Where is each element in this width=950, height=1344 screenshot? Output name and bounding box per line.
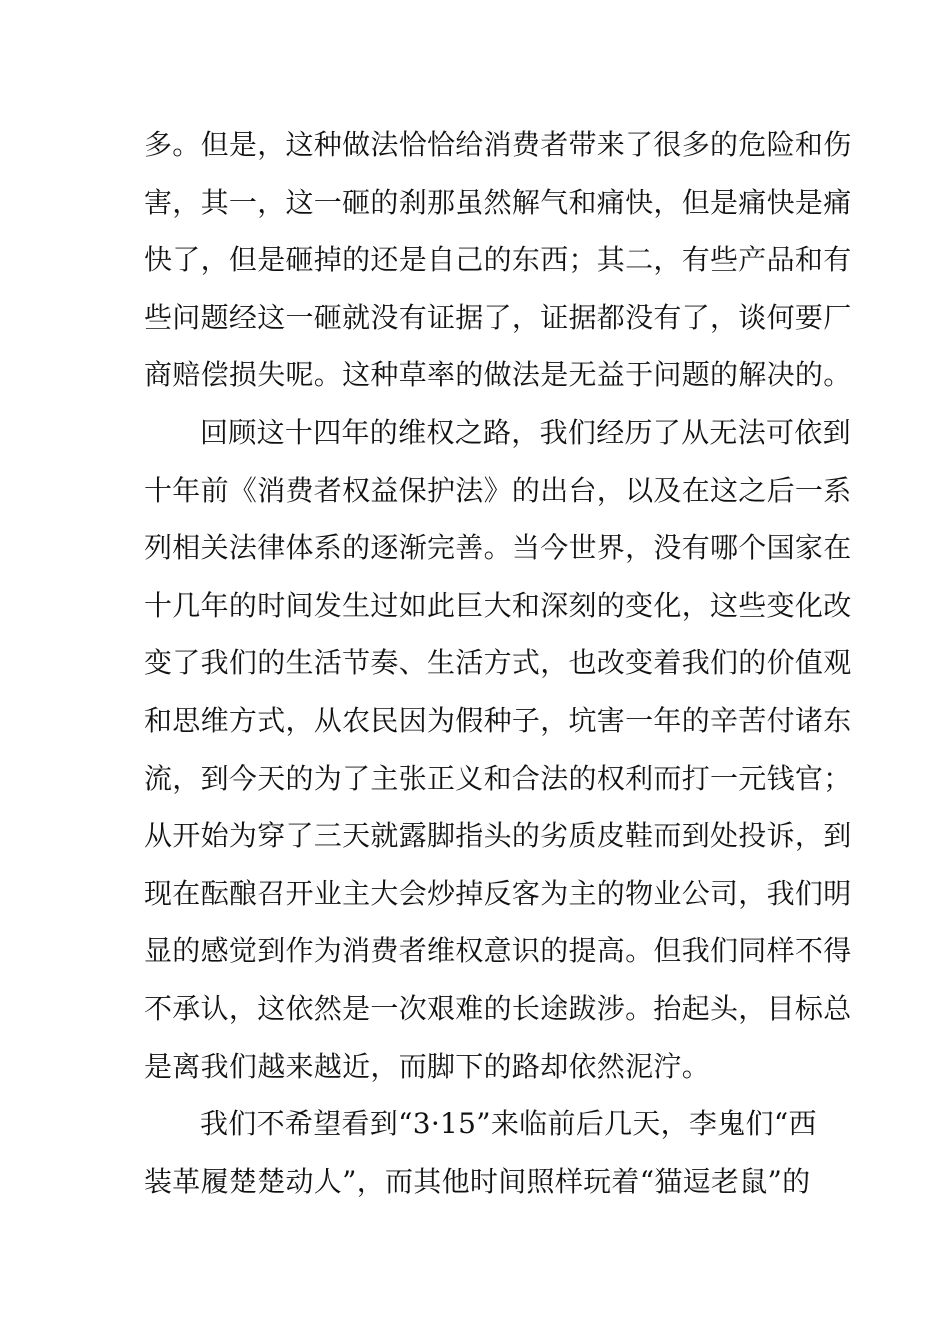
text-line: 些问题经这一砸就没有证据了，证据都没有了，谈何要厂 (144, 300, 852, 334)
text-line: 列相关法律体系的逐渐完善。当今世界，没有哪个国家在 (144, 531, 852, 565)
text-line: 显的感觉到作为消费者维权意识的提高。但我们同样不得 (144, 934, 852, 968)
text-line: 流，到今天的为了主张正义和合法的权利而打一元钱官； (144, 761, 852, 795)
text-line: 快了，但是砸掉的还是自己的东西；其二，有些产品和有 (144, 243, 852, 277)
text-line: 现在酝酿召开业主大会炒掉反客为主的物业公司，我们明 (144, 876, 852, 910)
text-line: 十几年的时间发生过如此巨大和深刻的变化，这些变化改 (144, 588, 852, 622)
text-line: 变了我们的生活节奏、生活方式，也改变着我们的价值观 (144, 646, 852, 680)
text-line: 多。但是，这种做法恰恰给消费者带来了很多的危险和伤 (144, 128, 852, 161)
body-text (144, 116, 852, 1210)
text-line: 不承认，这依然是一次艰难的长途跋涉。抬起头，目标总 (144, 991, 852, 1025)
text-line: 和思维方式，从农民因为假种子，坑害一年的辛苦付诸东 (144, 703, 852, 737)
text-line: 装革履楚楚动人”，而其他时间照样玩着“猫逗老鼠”的 (144, 1164, 811, 1198)
text-line: 是离我们越来越近，而脚下的路却依然泥泞。 (144, 1049, 711, 1083)
text-line: 从开始为穿了三天就露脚指头的劣质皮鞋而到处投诉，到 (144, 819, 852, 853)
text-line: 商赔偿损失呢。这种草率的做法是无益于问题的解决的。 (144, 358, 852, 392)
text-line: 十年前《消费者权益保护法》的出台，以及在这之后一系 (144, 473, 852, 507)
text-line: 害，其一，这一砸的刹那虽然解气和痛快，但是痛快是痛 (144, 185, 852, 219)
paragraph-first-line: 回顾这十四年的维权之路，我们经历了从无法可依到 (200, 415, 851, 449)
paragraph-first-line: 我们不希望看到“3·15”来临前后几天，李鬼们“西 (200, 1107, 817, 1141)
